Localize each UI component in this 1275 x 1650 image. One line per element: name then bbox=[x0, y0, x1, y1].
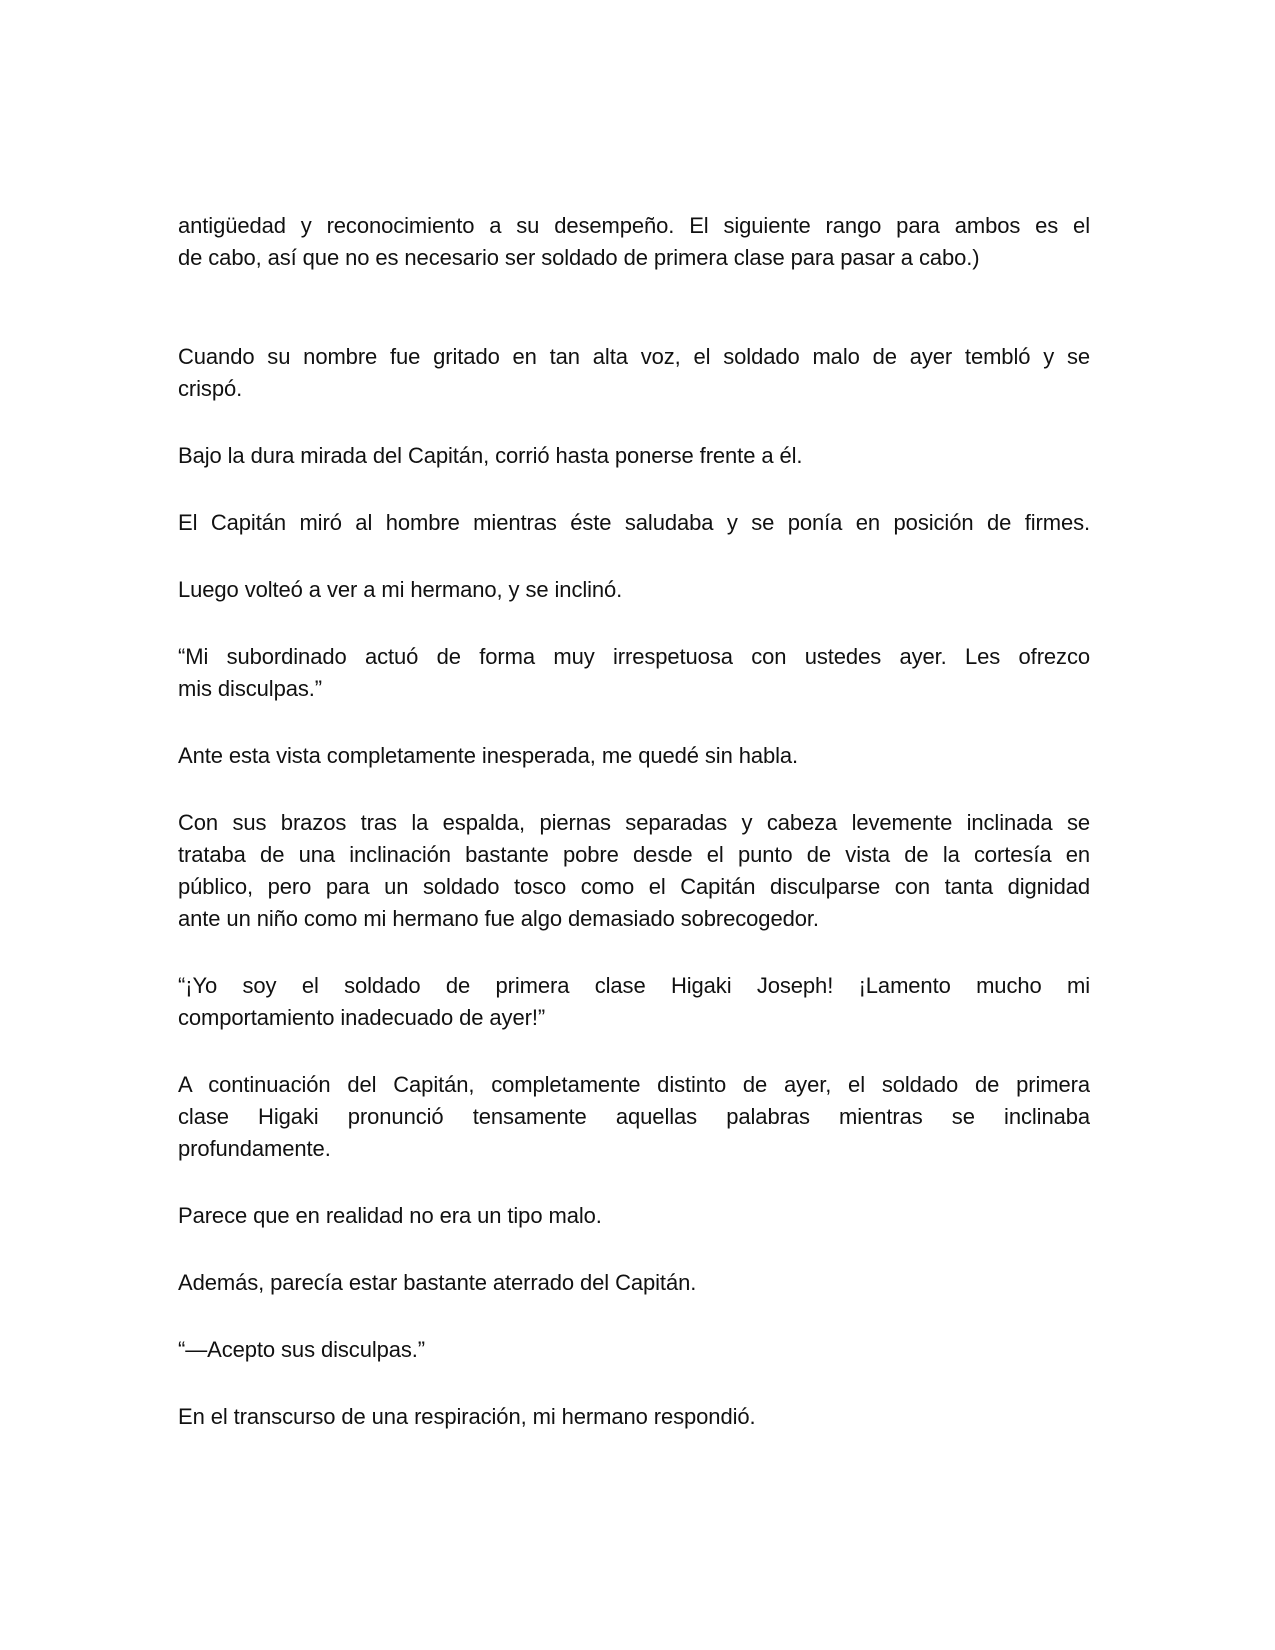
paragraph bbox=[178, 1069, 1090, 1165]
text-line: clase Higaki pronunció tensamente aquellas palabras mientras se inclinaba bbox=[178, 1104, 1090, 1129]
paragraph bbox=[178, 740, 1090, 772]
paragraph bbox=[178, 507, 1090, 539]
text-line: trataba de una inclinación bastante pobre desde el punto de vista de la cortesía en bbox=[178, 842, 1090, 867]
text-line: Con sus brazos tras la espalda, piernas separadas y cabeza levemente inclinada se bbox=[178, 810, 1090, 835]
text-line: Luego volteó a ver a mi hermano, y se inclinó. bbox=[178, 577, 623, 602]
paragraph bbox=[178, 341, 1090, 405]
text-line: “Mi subordinado actuó de forma muy irrespetuosa con ustedes ayer. Les ofrezco bbox=[178, 644, 1090, 669]
text-line: profundamente. bbox=[178, 1136, 331, 1161]
paragraph bbox=[178, 1334, 1090, 1366]
paragraph bbox=[178, 1401, 1090, 1433]
text-line: En el transcurso de una respiración, mi hermano respondió. bbox=[178, 1404, 756, 1429]
text-line: “¡Yo soy el soldado de primera clase Higaki Joseph! ¡Lamento mucho mi bbox=[178, 973, 1090, 998]
paragraph bbox=[178, 641, 1090, 705]
paragraph bbox=[178, 440, 1090, 472]
text-line: A continuación del Capitán, completamente distinto de ayer, el soldado de primera bbox=[178, 1072, 1090, 1097]
paragraph bbox=[178, 1267, 1090, 1299]
text-line: comportamiento inadecuado de ayer!” bbox=[178, 1005, 546, 1030]
text-line: crispó. bbox=[178, 376, 243, 401]
text-line: Parece que en realidad no era un tipo malo. bbox=[178, 1203, 602, 1228]
paragraph bbox=[178, 574, 1090, 606]
text-line: Bajo la dura mirada del Capitán, corrió hasta ponerse frente a él. bbox=[178, 443, 803, 468]
text-line: Cuando su nombre fue gritado en tan alta voz, el soldado malo de ayer tembló y se bbox=[178, 344, 1090, 369]
paragraph bbox=[178, 970, 1090, 1034]
text-line: El Capitán miró al hombre mientras éste saludaba y se ponía en posición de firmes. bbox=[178, 510, 1090, 535]
paragraph bbox=[178, 807, 1090, 935]
text-line: antigüedad y reconocimiento a su desempeño. El siguiente rango para ambos es el bbox=[178, 213, 1090, 238]
text-line: de cabo, así que no es necesario ser soldado de primera clase para pasar a cabo.) bbox=[178, 245, 980, 270]
document-body bbox=[178, 210, 1090, 1433]
paragraph bbox=[178, 1200, 1090, 1232]
text-line: Además, parecía estar bastante aterrado del Capitán. bbox=[178, 1270, 697, 1295]
text-line: mis disculpas.” bbox=[178, 676, 322, 701]
text-line: ante un niño como mi hermano fue algo demasiado sobrecogedor. bbox=[178, 906, 819, 931]
text-line: “—Acepto sus disculpas.” bbox=[178, 1337, 426, 1362]
paragraph bbox=[178, 210, 1090, 274]
text-line: público, pero para un soldado tosco como el Capitán disculparse con tanta dignidad bbox=[178, 874, 1090, 899]
text-line: Ante esta vista completamente inesperada, me quedé sin habla. bbox=[178, 743, 799, 768]
